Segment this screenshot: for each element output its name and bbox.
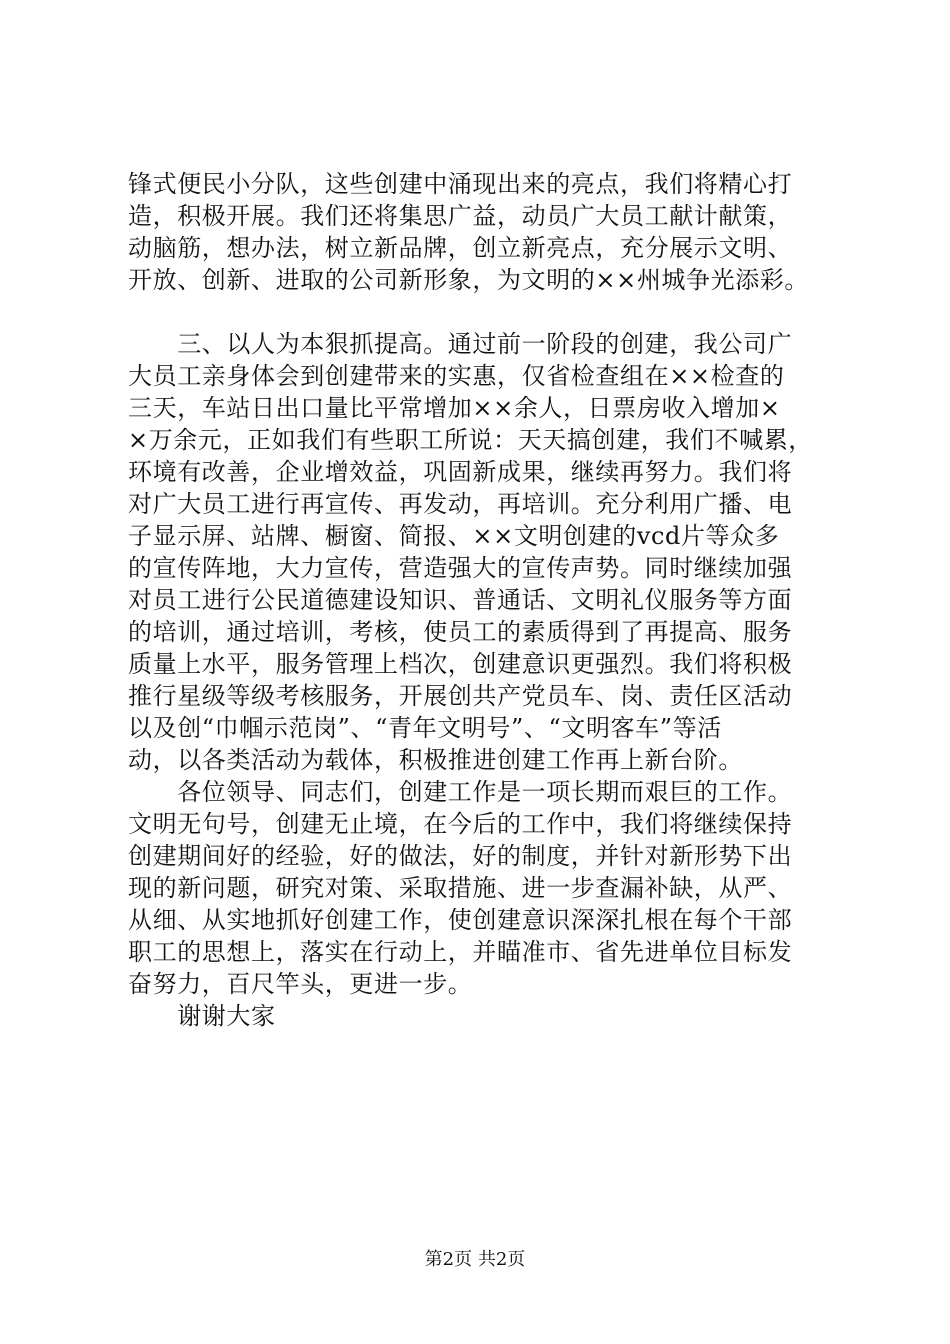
text-line: 谢谢大家 [128,1002,276,1030]
text-line: 现的新问题，研究对策、采取措施、进一步查漏补缺，从严、 [128,874,793,902]
paragraph-spacer [128,296,848,328]
text-line: 三天，车站日出口量比平常增加××余人，日票房收入增加× [128,394,781,422]
text-line: ×万余元，正如我们有些职工所说：天天搞创建，我们不喊累， [128,426,813,454]
text-line: 三、以人为本狠抓提高。通过前一阶段的创建，我公司广 [128,330,793,358]
text-line: 从细、从实地抓好创建工作，使创建意识深深扎根在每个干部 [128,906,793,934]
text-line: 锋式便民小分队，这些创建中涌现出来的亮点，我们将精心打 [128,170,793,198]
text-line: 动脑筋，想办法，树立新品牌，创立新亮点，充分展示文明、 [128,234,793,262]
paragraph-4 [128,1000,848,1032]
text-line: 对广大员工进行再宣传、再发动，再培训。充分利用广播、电 [128,490,793,518]
text-line: 各位领导、同志们，创建工作是一项长期而艰巨的工作。 [128,778,793,806]
paragraph-2 [128,328,848,776]
text-line: 大员工亲身体会到创建带来的实惠，仅省检查组在××检查的 [128,362,785,390]
text-line: 的培训，通过培训，考核，使员工的素质得到了再提高、服务 [128,618,793,646]
text-line: 质量上水平，服务管理上档次，创建意识更强烈。我们将积极 [128,650,793,678]
paragraph-3 [128,776,848,1000]
text-line: 文明无句号，创建无止境，在今后的工作中，我们将继续保持 [128,810,793,838]
document-body [128,168,848,1032]
text-line: 子显示屏、站牌、橱窗、简报、××文明创建的vcd片等众多 [128,522,780,550]
text-line: 职工的思想上，落实在行动上，并瞄准市、省先进单位目标发 [128,938,793,966]
page-number-footer: 第2页 共2页 [424,1249,526,1270]
text-line: 对员工进行公民道德建设知识、普通话、文明礼仪服务等方面 [128,586,793,614]
text-line: 奋努力，百尺竿头，更进一步。 [128,970,473,998]
text-line: 以及创“巾帼示范岗”、“青年文明号”、“文明客车”等活 [128,714,722,742]
paragraph-1 [128,168,848,296]
text-line: 的宣传阵地，大力宣传，营造强大的宣传声势。同时继续加强 [128,554,793,582]
text-line: 推行星级等级考核服务，开展创共产党员车、岗、责任区活动 [128,682,793,710]
text-line: 创建期间好的经验，好的做法，好的制度，并针对新形势下出 [128,842,793,870]
text-line: 动，以各类活动为载体，积极推进创建工作再上新台阶。 [128,746,743,774]
text-line: 环境有改善，企业增效益，巩固新成果，继续再努力。我们将 [128,458,793,486]
text-line: 开放、创新、进取的公司新形象，为文明的××州城争光添彩。 [128,266,810,294]
text-line: 造，积极开展。我们还将集思广益，动员广大员工献计献策， [128,202,793,230]
